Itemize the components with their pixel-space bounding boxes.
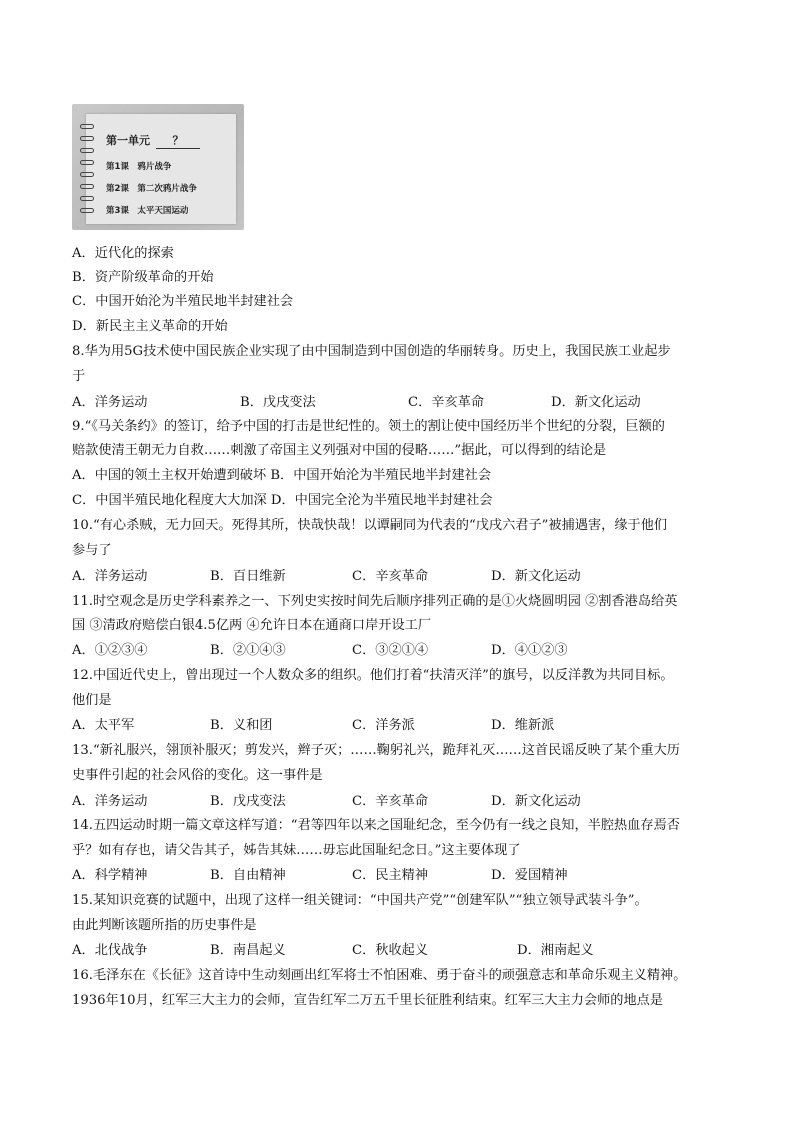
q10-option-b: B．百日维新 — [210, 569, 286, 584]
q14-option-d: D．爱国精神 — [491, 868, 568, 883]
lesson-1: 第1课 鸦片战争 — [106, 162, 172, 172]
q13-option-d: D．新文化运动 — [491, 794, 581, 809]
q7-option-a: A．近代化的探索 — [72, 246, 174, 261]
q11-stem-line-2: 国 ③清政府赔偿白银4.5亿两 ④允许日本在通商口岸开设工厂 — [72, 618, 432, 633]
q10-option-a: A．洋务运动 — [72, 569, 148, 584]
q7-option-c: C．中国开始沦为半殖民地半封建社会 — [72, 294, 294, 309]
unit-blank: ？ — [156, 132, 200, 149]
spiral-binding-icon — [80, 120, 94, 220]
q15-option-d: D．湘南起义 — [517, 943, 594, 958]
q8-option-a: A．洋务运动 — [72, 395, 148, 410]
q8-stem-line-1: 8.华为用5G技术使中国民族企业实现了由中国制造到中国创造的华丽转身。历史上，我国民族工业起步 — [72, 344, 671, 359]
q14-option-c: C．民主精神 — [352, 868, 429, 883]
q13-stem-line-1: 13.“新礼服兴，翎顶补服灭；剪发兴，辫子灭；……鞠躬礼兴，跪拜礼灭……这首民谣反映了某个重大历 — [72, 743, 680, 758]
q15-option-b: B．南昌起义 — [210, 943, 286, 958]
q10-stem-line-2: 参与了 — [72, 543, 112, 558]
q7-option-b: B．资产阶级革命的开始 — [72, 270, 214, 285]
unit-notebook-photo — [72, 104, 244, 230]
q11-option-b: B．②①④③ — [210, 643, 286, 658]
unit-title: 第一单元 ？ — [106, 132, 200, 149]
q10-option-d: D．新文化运动 — [491, 569, 581, 584]
q9-options-ab: A．中国的领土主权开始遭到破坏 B．中国开始沦为半殖民地半封建社会 — [72, 468, 492, 483]
q11-option-a: A．①②③④ — [72, 643, 148, 658]
q15-option-a: A．北伐战争 — [72, 943, 148, 958]
q11-stem-line-1: 11.时空观念是历史学科素养之一、下列史实按时间先后顺序排列正确的是①火烧圆明园 ②割香港岛给英 — [72, 594, 678, 609]
q8-stem-line-2: 于 — [72, 369, 86, 384]
q12-option-d: D．维新派 — [491, 718, 555, 733]
lesson-3: 第3课 太平天国运动 — [106, 206, 189, 216]
lesson-2: 第2课 第二次鸦片战争 — [106, 184, 197, 194]
q12-option-c: C．洋务派 — [352, 718, 415, 733]
q16-stem-line-1: 16.毛泽东在《长征》这首诗中生动刻画出红军将士不怕困难、勇于奋斗的顽强意志和革命乐观主义精神。 — [72, 968, 687, 983]
q12-option-a: A．太平军 — [72, 718, 135, 733]
q13-option-b: B．戊戌变法 — [210, 794, 286, 809]
q9-stem-line-2: 赔款使清王朝无力自救……刺激了帝国主义列强对中国的侵略……”据此，可以得到的结论是 — [72, 443, 607, 458]
q11-option-d: D．④①②③ — [491, 643, 568, 658]
q8-option-c: C．辛亥革命 — [408, 395, 485, 410]
q14-option-a: A．科学精神 — [72, 868, 148, 883]
q9-options-cd: C．中国半殖民地化程度大大加深 D．中国完全沦为半殖民地半封建社会 — [72, 493, 493, 508]
q13-option-a: A．洋务运动 — [72, 794, 148, 809]
q15-option-c: C．秋收起义 — [352, 943, 429, 958]
q11-option-c: C．③②①④ — [352, 643, 429, 658]
q16-stem-line-2: 1936年10月，红军三大主力的会师，宣告红军二万五千里长征胜利结束。红军三大主力会师的地点是 — [72, 993, 664, 1008]
q13-option-c: C．辛亥革命 — [352, 794, 429, 809]
q7-option-d: D．新民主主义革命的开始 — [72, 319, 228, 334]
notebook-card — [86, 114, 236, 224]
q14-option-b: B．自由精神 — [210, 868, 286, 883]
q15-stem-line-2: 由此判断该题所指的历史事件是 — [72, 918, 257, 933]
q12-stem-line-2: 他们是 — [72, 693, 112, 708]
q8-option-b: B．戊戌变法 — [240, 395, 316, 410]
q10-stem-line-1: 10.“有心杀贼，无力回天。死得其所，快哉快哉！以谭嗣同为代表的“戊戌六君子”被捕遇害，缘于他们 — [72, 518, 668, 533]
q13-stem-line-2: 史事件引起的社会风俗的变化。这一事件是 — [72, 768, 323, 783]
q9-stem-line-1: 9.“《马关条约》的签订，给予中国的打击是世纪性的。领土的割让使中国经历半个世纪的分裂，巨额的 — [72, 419, 665, 434]
q14-stem-line-2: 乎？如有存也，请父告其子，姊告其妹……毋忘此国耻纪念日。”这主要体现了 — [72, 843, 521, 858]
q14-stem-line-1: 14.五四运动时期一篇文章这样写道：“君等四年以来之国耻纪念，至今仍有一线之良知，半腔热血存焉否 — [72, 818, 680, 833]
q10-option-c: C．辛亥革命 — [352, 569, 429, 584]
q15-stem-line-1: 15.某知识竞赛的试题中，出现了这样一组关键词：“中国共产党”“创建军队”“独立领导武装斗争”。 — [72, 893, 648, 908]
q12-option-b: B．义和团 — [210, 718, 273, 733]
q8-option-d: D．新文化运动 — [551, 395, 641, 410]
q12-stem-line-1: 12.中国近代史上，曾出现过一个人数众多的组织。他们打着“扶清灭洋”的旗号，以反洋教为共同目标。 — [72, 668, 674, 683]
